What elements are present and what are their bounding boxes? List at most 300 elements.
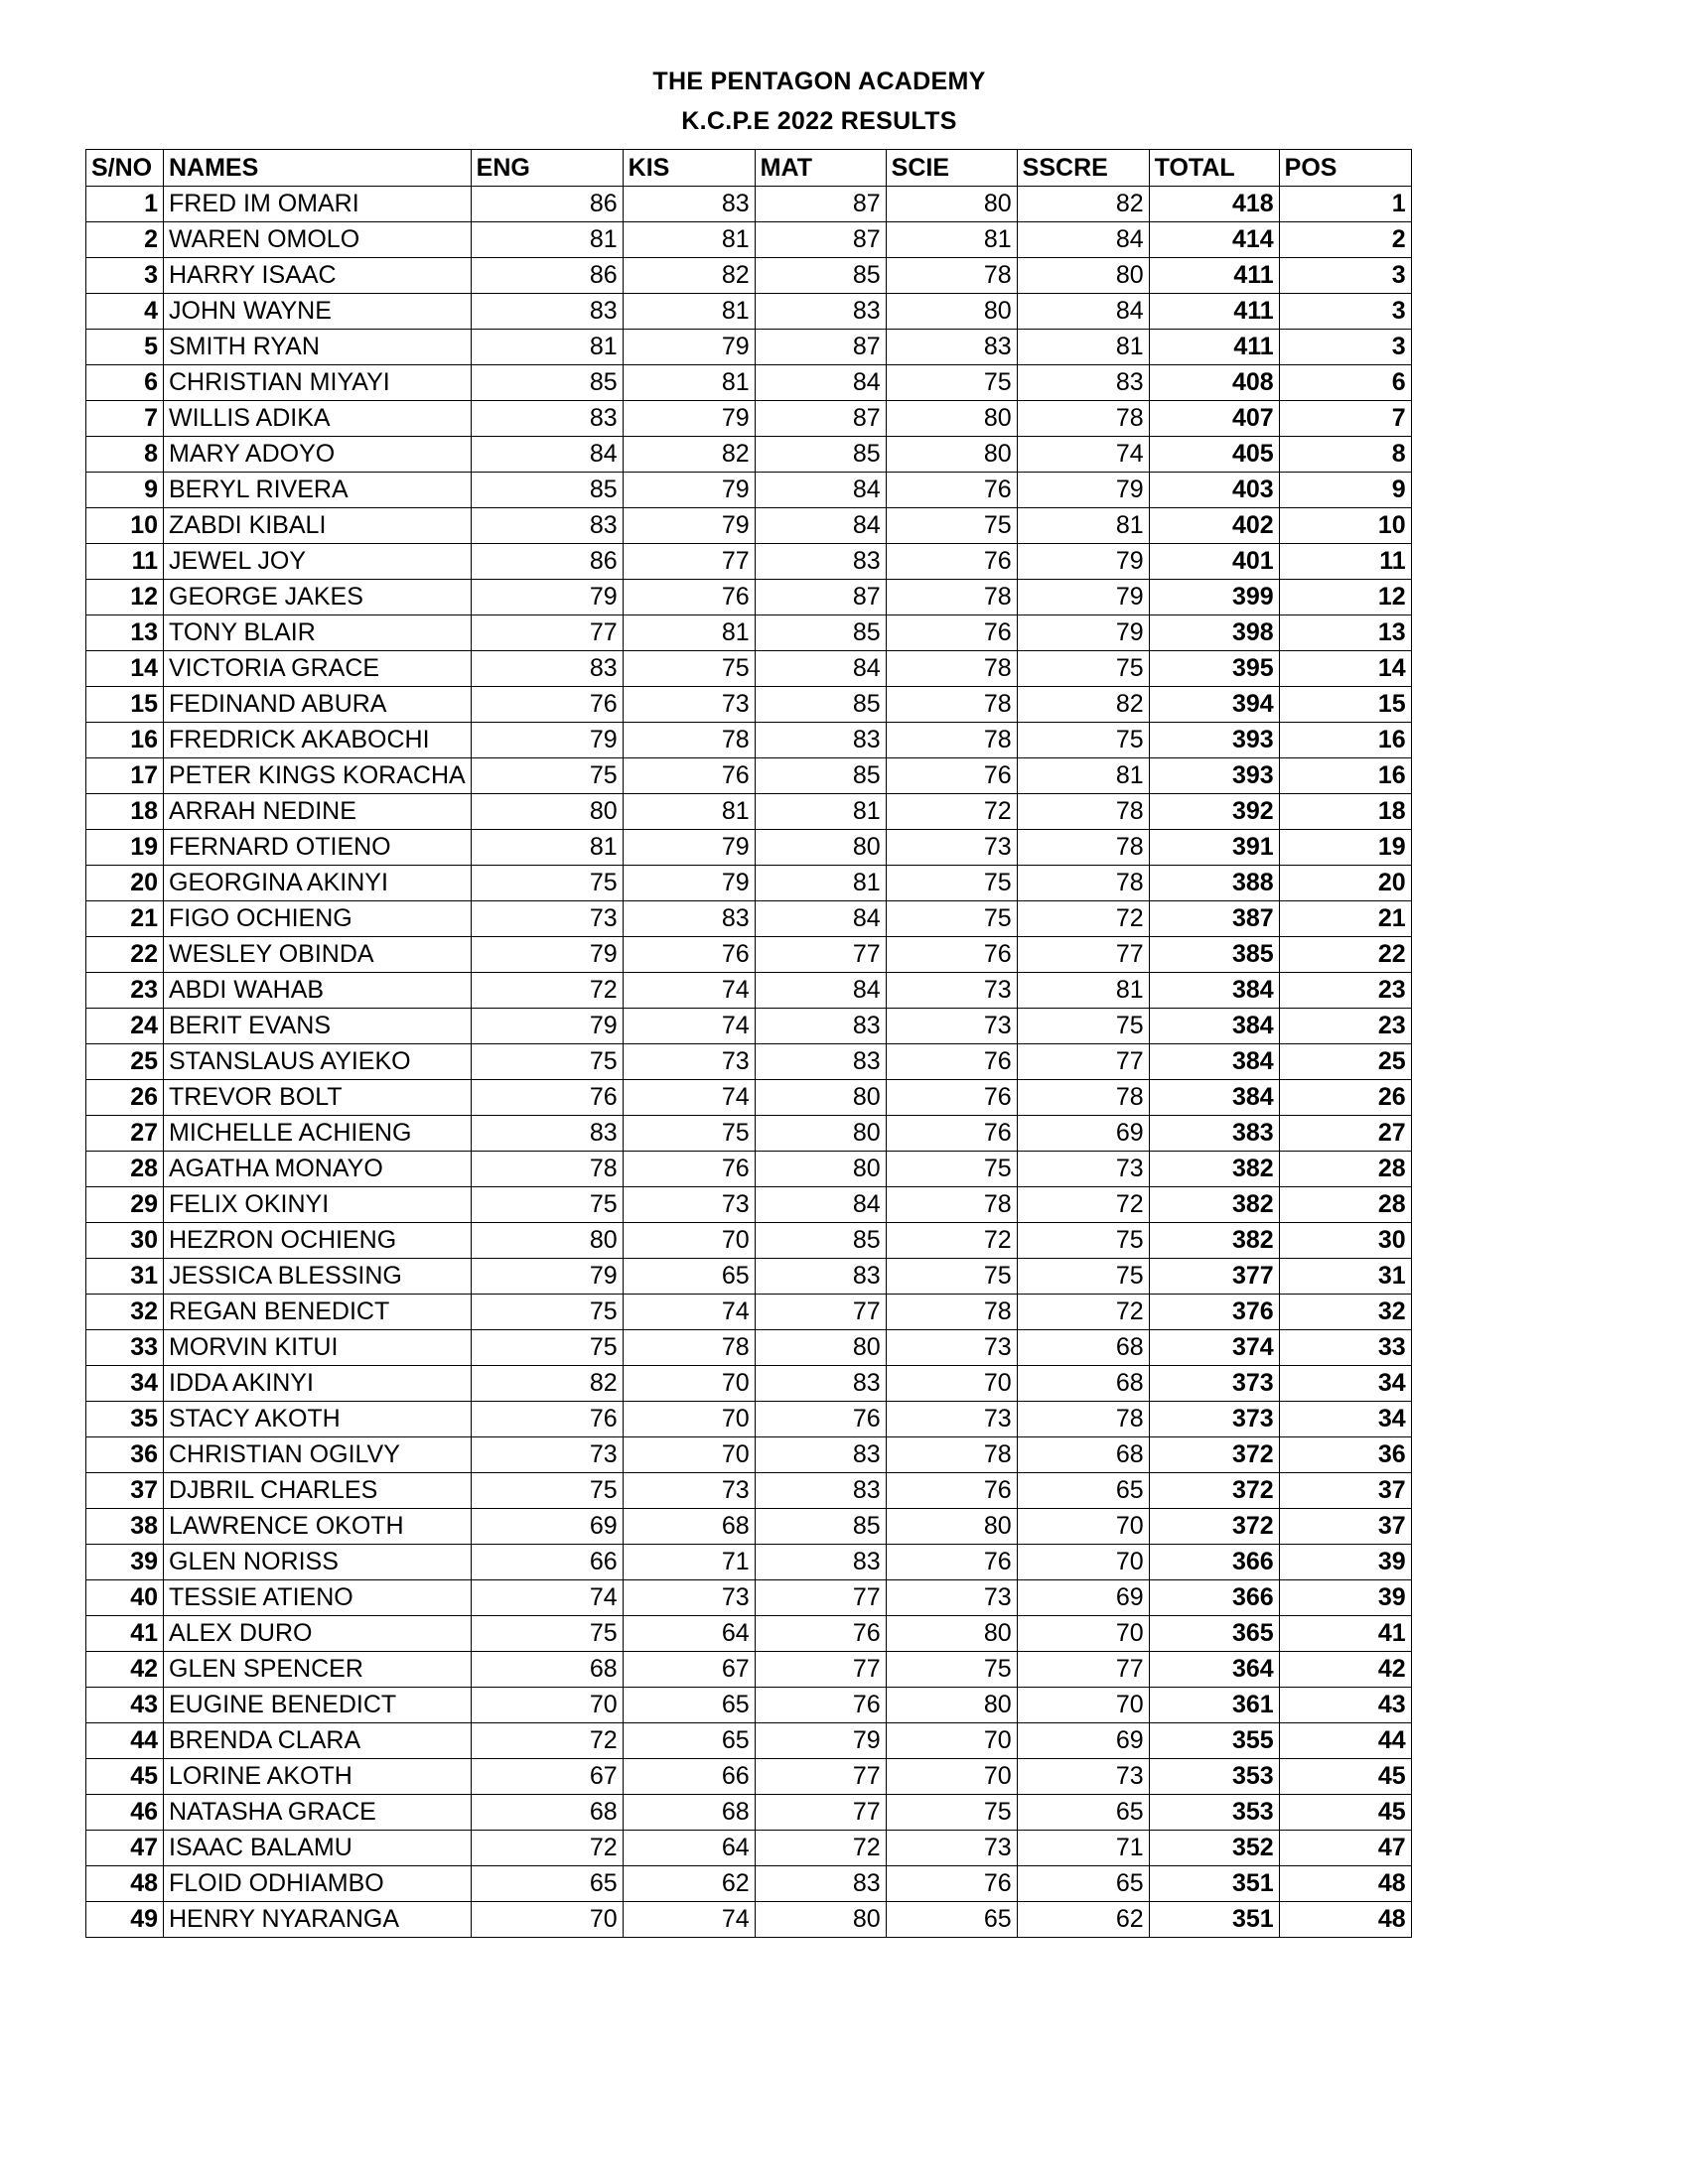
eng-cell: 86 [471,544,623,580]
table-row [86,1688,1412,1723]
table-row [86,294,1412,330]
name-cell: STACY AKOTH [164,1402,472,1437]
pos-cell: 16 [1279,723,1411,758]
mat-cell: 80 [755,1080,886,1116]
kis-cell: 68 [623,1509,755,1545]
mat-cell: 83 [755,294,886,330]
name-cell: GLEN NORISS [164,1545,472,1580]
results-body [86,187,1412,1938]
pos-cell: 22 [1279,937,1411,973]
kis-cell: 74 [623,1080,755,1116]
sno-cell: 23 [86,973,164,1009]
mat-cell: 80 [755,830,886,866]
sno-cell: 20 [86,866,164,901]
sno-cell: 2 [86,222,164,258]
total-cell: 366 [1149,1545,1279,1580]
table-row [86,1866,1412,1902]
total-cell: 366 [1149,1580,1279,1616]
mat-cell: 85 [755,615,886,651]
sno-cell: 3 [86,258,164,294]
table-row [86,1616,1412,1652]
name-cell: DJBRIL CHARLES [164,1473,472,1509]
kis-cell: 74 [623,1295,755,1330]
kis-cell: 66 [623,1759,755,1795]
pos-cell: 3 [1279,330,1411,365]
kis-cell: 82 [623,437,755,473]
pos-cell: 41 [1279,1616,1411,1652]
table-row [86,1545,1412,1580]
table-row [86,1795,1412,1831]
pos-cell: 33 [1279,1330,1411,1366]
kis-cell: 79 [623,508,755,544]
eng-cell: 83 [471,508,623,544]
eng-cell: 82 [471,1366,623,1402]
sno-cell: 25 [86,1044,164,1080]
name-cell: VICTORIA GRACE [164,651,472,687]
eng-cell: 80 [471,1223,623,1259]
sno-cell: 28 [86,1152,164,1187]
total-cell: 411 [1149,258,1279,294]
scie-cell: 73 [886,1831,1017,1866]
scie-cell: 80 [886,1509,1017,1545]
kis-cell: 73 [623,687,755,723]
eng-cell: 83 [471,1116,623,1152]
eng-cell: 74 [471,1580,623,1616]
eng-cell: 73 [471,901,623,937]
pos-cell: 21 [1279,901,1411,937]
mat-cell: 80 [755,1152,886,1187]
header-kis: KIS [623,150,755,187]
sno-cell: 24 [86,1009,164,1044]
pos-cell: 13 [1279,615,1411,651]
name-cell: NATASHA GRACE [164,1795,472,1831]
eng-cell: 81 [471,330,623,365]
header-eng: ENG [471,150,623,187]
mat-cell: 83 [755,1473,886,1509]
mat-cell: 85 [755,258,886,294]
name-cell: WESLEY OBINDA [164,937,472,973]
eng-cell: 83 [471,651,623,687]
table-row [86,1259,1412,1295]
scie-cell: 75 [886,866,1017,901]
eng-cell: 75 [471,758,623,794]
eng-cell: 75 [471,866,623,901]
name-cell: FREDRICK AKABOCHI [164,723,472,758]
name-cell: GEORGE JAKES [164,580,472,615]
mat-cell: 83 [755,1009,886,1044]
pos-cell: 48 [1279,1902,1411,1938]
document-header [0,62,1638,141]
scie-cell: 65 [886,1902,1017,1938]
sscre-cell: 78 [1017,866,1149,901]
scie-cell: 80 [886,294,1017,330]
scie-cell: 80 [886,187,1017,222]
sscre-cell: 84 [1017,222,1149,258]
scie-cell: 76 [886,615,1017,651]
total-cell: 384 [1149,1044,1279,1080]
sno-cell: 43 [86,1688,164,1723]
mat-cell: 83 [755,1044,886,1080]
pos-cell: 39 [1279,1545,1411,1580]
eng-cell: 73 [471,1437,623,1473]
pos-cell: 26 [1279,1080,1411,1116]
sno-cell: 7 [86,401,164,437]
table-row [86,1580,1412,1616]
mat-cell: 83 [755,1259,886,1295]
sscre-cell: 78 [1017,830,1149,866]
table-row [86,830,1412,866]
table-row [86,258,1412,294]
total-cell: 374 [1149,1330,1279,1366]
pos-cell: 11 [1279,544,1411,580]
sno-cell: 44 [86,1723,164,1759]
kis-cell: 77 [623,544,755,580]
mat-cell: 77 [755,1795,886,1831]
table-row [86,937,1412,973]
scie-cell: 80 [886,401,1017,437]
kis-cell: 76 [623,758,755,794]
scie-cell: 73 [886,1009,1017,1044]
pos-cell: 8 [1279,437,1411,473]
scie-cell: 73 [886,830,1017,866]
scie-cell: 75 [886,365,1017,401]
scie-cell: 70 [886,1723,1017,1759]
eng-cell: 75 [471,1295,623,1330]
mat-cell: 84 [755,508,886,544]
eng-cell: 79 [471,1009,623,1044]
total-cell: 418 [1149,187,1279,222]
total-cell: 395 [1149,651,1279,687]
scie-cell: 76 [886,1080,1017,1116]
sno-cell: 12 [86,580,164,615]
table-row [86,1187,1412,1223]
eng-cell: 83 [471,401,623,437]
kis-cell: 79 [623,830,755,866]
name-cell: TONY BLAIR [164,615,472,651]
sscre-cell: 68 [1017,1366,1149,1402]
total-cell: 384 [1149,973,1279,1009]
pos-cell: 9 [1279,473,1411,508]
sno-cell: 9 [86,473,164,508]
results-table [85,149,1412,1938]
mat-cell: 84 [755,365,886,401]
table-row [86,508,1412,544]
total-cell: 355 [1149,1723,1279,1759]
scie-cell: 78 [886,1295,1017,1330]
mat-cell: 76 [755,1402,886,1437]
mat-cell: 81 [755,794,886,830]
table-row [86,615,1412,651]
table-row [86,687,1412,723]
pos-cell: 14 [1279,651,1411,687]
name-cell: FRED IM OMARI [164,187,472,222]
total-cell: 405 [1149,437,1279,473]
name-cell: GEORGINA AKINYI [164,866,472,901]
total-cell: 402 [1149,508,1279,544]
table-row [86,330,1412,365]
kis-cell: 81 [623,794,755,830]
mat-cell: 83 [755,544,886,580]
kis-cell: 73 [623,1580,755,1616]
kis-cell: 79 [623,330,755,365]
mat-cell: 85 [755,1509,886,1545]
kis-cell: 76 [623,937,755,973]
header-total: TOTAL [1149,150,1279,187]
name-cell: EUGINE BENEDICT [164,1688,472,1723]
scie-cell: 75 [886,1152,1017,1187]
sno-cell: 47 [86,1831,164,1866]
table-row [86,1295,1412,1330]
sscre-cell: 69 [1017,1116,1149,1152]
sno-cell: 15 [86,687,164,723]
table-row [86,1044,1412,1080]
table-row [86,1080,1412,1116]
sno-cell: 33 [86,1330,164,1366]
table-row [86,866,1412,901]
sscre-cell: 75 [1017,723,1149,758]
kis-cell: 75 [623,1116,755,1152]
eng-cell: 83 [471,294,623,330]
pos-cell: 28 [1279,1152,1411,1187]
total-cell: 393 [1149,723,1279,758]
table-row [86,1831,1412,1866]
total-cell: 403 [1149,473,1279,508]
kis-cell: 73 [623,1187,755,1223]
sno-cell: 13 [86,615,164,651]
total-cell: 353 [1149,1795,1279,1831]
pos-cell: 39 [1279,1580,1411,1616]
sno-cell: 30 [86,1223,164,1259]
table-row [86,1366,1412,1402]
sscre-cell: 77 [1017,937,1149,973]
kis-cell: 79 [623,473,755,508]
scie-cell: 76 [886,758,1017,794]
kis-cell: 67 [623,1652,755,1688]
mat-cell: 77 [755,937,886,973]
kis-cell: 79 [623,401,755,437]
sscre-cell: 78 [1017,1402,1149,1437]
kis-cell: 83 [623,901,755,937]
kis-cell: 75 [623,651,755,687]
sno-cell: 41 [86,1616,164,1652]
table-row [86,973,1412,1009]
total-cell: 376 [1149,1295,1279,1330]
mat-cell: 77 [755,1295,886,1330]
table-row [86,1509,1412,1545]
total-cell: 408 [1149,365,1279,401]
name-cell: JEWEL JOY [164,544,472,580]
pos-cell: 37 [1279,1509,1411,1545]
sscre-cell: 75 [1017,1009,1149,1044]
table-row [86,1152,1412,1187]
header-names: NAMES [164,150,472,187]
eng-cell: 86 [471,187,623,222]
name-cell: ISAAC BALAMU [164,1831,472,1866]
mat-cell: 87 [755,222,886,258]
total-cell: 392 [1149,794,1279,830]
name-cell: FELIX OKINYI [164,1187,472,1223]
eng-cell: 68 [471,1652,623,1688]
pos-cell: 15 [1279,687,1411,723]
sno-cell: 19 [86,830,164,866]
sno-cell: 42 [86,1652,164,1688]
sno-cell: 5 [86,330,164,365]
mat-cell: 87 [755,401,886,437]
header-pos: POS [1279,150,1411,187]
pos-cell: 37 [1279,1473,1411,1509]
name-cell: ARRAH NEDINE [164,794,472,830]
table-row [86,1723,1412,1759]
name-cell: FIGO OCHIENG [164,901,472,937]
scie-cell: 72 [886,794,1017,830]
name-cell: JESSICA BLESSING [164,1259,472,1295]
sno-cell: 37 [86,1473,164,1509]
sscre-cell: 75 [1017,1259,1149,1295]
kis-cell: 81 [623,222,755,258]
mat-cell: 76 [755,1688,886,1723]
pos-cell: 3 [1279,258,1411,294]
sscre-cell: 65 [1017,1473,1149,1509]
total-cell: 353 [1149,1759,1279,1795]
name-cell: PETER KINGS KORACHA [164,758,472,794]
eng-cell: 68 [471,1795,623,1831]
sno-cell: 34 [86,1366,164,1402]
scie-cell: 80 [886,1688,1017,1723]
total-cell: 411 [1149,294,1279,330]
eng-cell: 81 [471,830,623,866]
name-cell: REGAN BENEDICT [164,1295,472,1330]
eng-cell: 85 [471,365,623,401]
total-cell: 385 [1149,937,1279,973]
sscre-cell: 68 [1017,1437,1149,1473]
table-row [86,1759,1412,1795]
total-cell: 401 [1149,544,1279,580]
mat-cell: 77 [755,1759,886,1795]
pos-cell: 19 [1279,830,1411,866]
sscre-cell: 80 [1017,258,1149,294]
sscre-cell: 69 [1017,1723,1149,1759]
sno-cell: 18 [86,794,164,830]
sno-cell: 48 [86,1866,164,1902]
eng-cell: 86 [471,258,623,294]
sscre-cell: 75 [1017,651,1149,687]
scie-cell: 76 [886,937,1017,973]
mat-cell: 87 [755,580,886,615]
eng-cell: 65 [471,1866,623,1902]
total-cell: 351 [1149,1866,1279,1902]
pos-cell: 6 [1279,365,1411,401]
pos-cell: 34 [1279,1366,1411,1402]
sscre-cell: 65 [1017,1866,1149,1902]
pos-cell: 16 [1279,758,1411,794]
total-cell: 352 [1149,1831,1279,1866]
name-cell: STANSLAUS AYIEKO [164,1044,472,1080]
scie-cell: 70 [886,1759,1017,1795]
sscre-cell: 77 [1017,1652,1149,1688]
mat-cell: 83 [755,1866,886,1902]
eng-cell: 79 [471,580,623,615]
scie-cell: 80 [886,1616,1017,1652]
total-cell: 387 [1149,901,1279,937]
sscre-cell: 65 [1017,1795,1149,1831]
eng-cell: 79 [471,937,623,973]
document-title: THE PENTAGON ACADEMY [652,68,986,95]
pos-cell: 44 [1279,1723,1411,1759]
eng-cell: 72 [471,973,623,1009]
name-cell: WILLIS ADIKA [164,401,472,437]
scie-cell: 75 [886,1795,1017,1831]
scie-cell: 75 [886,508,1017,544]
document-subtitle: K.C.P.E 2022 RESULTS [681,107,957,135]
total-cell: 382 [1149,1152,1279,1187]
scie-cell: 72 [886,1223,1017,1259]
name-cell: GLEN SPENCER [164,1652,472,1688]
table-row [86,1473,1412,1509]
name-cell: FERNARD OTIENO [164,830,472,866]
name-cell: CHRISTIAN OGILVY [164,1437,472,1473]
header-sscre: SSCRE [1017,150,1149,187]
kis-cell: 83 [623,187,755,222]
mat-cell: 83 [755,1366,886,1402]
mat-cell: 85 [755,758,886,794]
eng-cell: 66 [471,1545,623,1580]
pos-cell: 30 [1279,1223,1411,1259]
name-cell: BERIT EVANS [164,1009,472,1044]
total-cell: 372 [1149,1509,1279,1545]
pos-cell: 48 [1279,1866,1411,1902]
total-cell: 414 [1149,222,1279,258]
sscre-cell: 78 [1017,794,1149,830]
kis-cell: 78 [623,723,755,758]
table-row [86,1652,1412,1688]
sscre-cell: 79 [1017,580,1149,615]
eng-cell: 67 [471,1759,623,1795]
eng-cell: 81 [471,222,623,258]
table-row [86,1437,1412,1473]
sscre-cell: 82 [1017,187,1149,222]
kis-cell: 82 [623,258,755,294]
scie-cell: 76 [886,1473,1017,1509]
sscre-cell: 81 [1017,330,1149,365]
name-cell: LAWRENCE OKOTH [164,1509,472,1545]
scie-cell: 73 [886,1402,1017,1437]
header-scie: SCIE [886,150,1017,187]
kis-cell: 78 [623,1330,755,1366]
total-cell: 383 [1149,1116,1279,1152]
kis-cell: 65 [623,1259,755,1295]
sscre-cell: 81 [1017,758,1149,794]
mat-cell: 72 [755,1831,886,1866]
total-cell: 372 [1149,1437,1279,1473]
scie-cell: 78 [886,687,1017,723]
table-row [86,401,1412,437]
total-cell: 373 [1149,1366,1279,1402]
sno-cell: 8 [86,437,164,473]
sscre-cell: 77 [1017,1044,1149,1080]
eng-cell: 76 [471,687,623,723]
sscre-cell: 84 [1017,294,1149,330]
name-cell: WAREN OMOLO [164,222,472,258]
eng-cell: 79 [471,1259,623,1295]
scie-cell: 78 [886,723,1017,758]
sscre-cell: 70 [1017,1509,1149,1545]
kis-cell: 64 [623,1831,755,1866]
pos-cell: 23 [1279,1009,1411,1044]
eng-cell: 72 [471,1723,623,1759]
mat-cell: 87 [755,187,886,222]
name-cell: AGATHA MONAYO [164,1152,472,1187]
pos-cell: 28 [1279,1187,1411,1223]
